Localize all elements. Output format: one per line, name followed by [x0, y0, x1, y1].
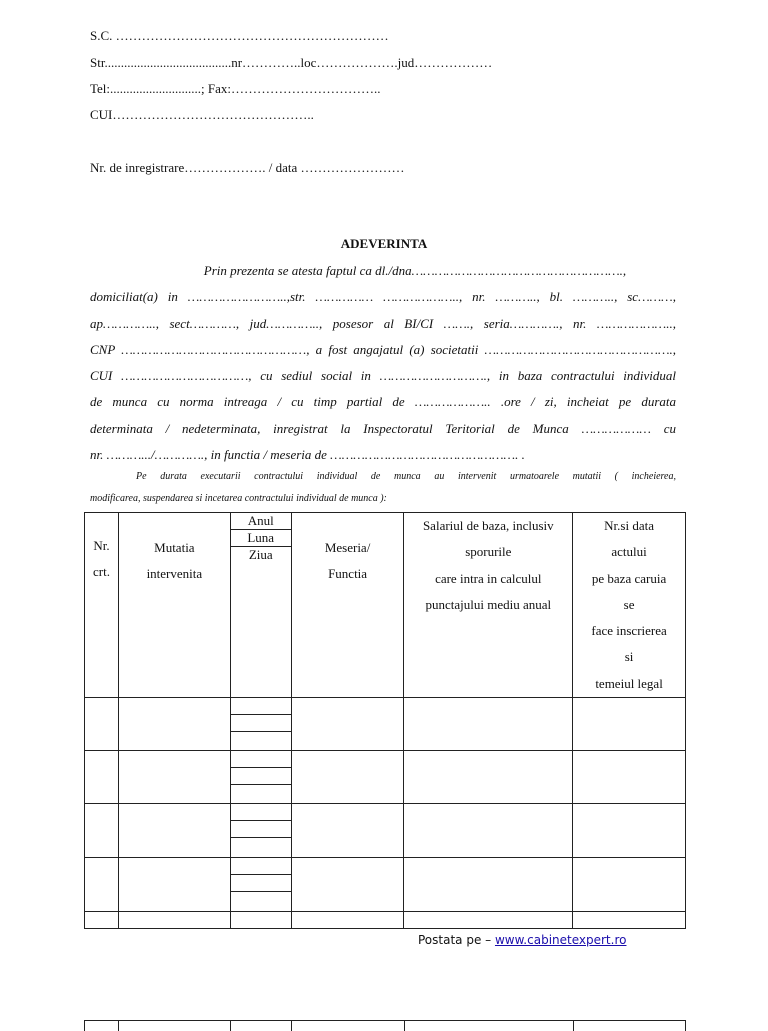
- header-mutatia: [118, 513, 230, 698]
- header-phone-fax: Tel:............................; Fax:……………………………..: [90, 81, 381, 96]
- table-row: [85, 804, 686, 858]
- mutations-note: [90, 466, 676, 510]
- header-text: temeiul legal: [595, 675, 663, 691]
- footer-credit: [418, 933, 626, 947]
- header-text: si: [624, 649, 634, 665]
- table-cell: [404, 698, 573, 751]
- table-date-cell: [230, 858, 291, 912]
- table-cell: [85, 912, 119, 929]
- body-line: ap………….., sect…………, jud………….., posesor al BI/CI ……., seria…………., nr. ………………..,: [90, 315, 676, 331]
- table-cell: [118, 912, 230, 929]
- header-luna: Luna: [231, 530, 291, 547]
- header-text: Meseria/: [324, 540, 371, 555]
- table-cell: [118, 751, 230, 804]
- note-line: Pe durata executarii contractului individual de munca au intervenit urmatoarele mutatii ( incheierea,: [136, 471, 676, 482]
- table-cell: [85, 698, 119, 751]
- table-cell: [291, 912, 404, 929]
- body-line: CNP …………………………………………, a fost angajatul (a) societatii ………………………………………….,: [90, 341, 676, 357]
- table-cell: [573, 698, 686, 751]
- header-ziua: Ziua: [248, 547, 273, 562]
- header-text: actului: [611, 544, 647, 560]
- header-anul: Anul: [231, 513, 291, 530]
- table-cell: [118, 698, 230, 751]
- body-line: domiciliat(a) in ……………………..,str. …………… ……………….., nr. ……….., bl. ……….., sc………,: [90, 289, 676, 305]
- header-salariu: [404, 513, 573, 698]
- table-cell: [291, 858, 404, 912]
- header-text: face inscrierea: [591, 623, 667, 639]
- header-text: Functia: [328, 566, 368, 582]
- table-cell: [404, 751, 573, 804]
- table-date-cell: [230, 698, 291, 751]
- table-cell: [573, 804, 686, 858]
- table-cell: [573, 912, 686, 929]
- table-cell: [230, 912, 291, 929]
- body-line: determinata / nedeterminata, inregistrat la Inspectoratul Teritorial de Munca ……………… cu: [90, 420, 676, 436]
- header-cui: CUI………………………………………..: [90, 107, 314, 122]
- table-cell: [291, 804, 404, 858]
- header-date: [230, 513, 291, 698]
- registration-number: Nr. de inregistrare………………. / data ……………………: [90, 160, 405, 175]
- table-cell: [85, 751, 119, 804]
- header-text: se: [623, 596, 635, 612]
- table-cell: [573, 751, 686, 804]
- table-cell: [85, 858, 119, 912]
- body-line: CUI ……………………………, cu sediul social in ………………………., in baza contractului individual: [90, 368, 676, 384]
- header-text: sporurile: [465, 544, 512, 560]
- table-date-cell: [230, 804, 291, 858]
- header-company: S.C. ………………………………………………………: [90, 28, 389, 43]
- table-cell: [291, 698, 404, 751]
- mutations-table: [84, 512, 686, 929]
- table-row: [85, 751, 686, 804]
- certificate-body: [90, 258, 676, 468]
- header-meseria: [291, 513, 404, 698]
- table-cell: [404, 912, 573, 929]
- header-text: Nr.si data: [604, 518, 654, 533]
- note-line: modificarea, suspendarea si incetarea contractului individual de munca ):: [90, 493, 387, 504]
- header-text: punctajului mediu anual: [425, 596, 552, 612]
- table-row: [85, 698, 686, 751]
- header-text: Salariul de baza, inclusiv: [422, 518, 554, 533]
- table-cell: [573, 858, 686, 912]
- body-line: de munca cu norma intreaga / cu timp partial de ……………….. .ore / zi, incheiat pe durata: [90, 394, 676, 410]
- header-text: intervenita: [146, 566, 203, 582]
- table-row: [85, 912, 686, 929]
- table-cell: [404, 804, 573, 858]
- table-date-cell: [230, 751, 291, 804]
- table-row: [85, 858, 686, 912]
- header-nr-crt: [85, 513, 119, 698]
- table-cell: [404, 858, 573, 912]
- next-page-table-edge: [84, 1020, 686, 1031]
- table-cell: [118, 858, 230, 912]
- header-text: care intra in calculul: [435, 570, 542, 586]
- header-address: Str.......................................nr…………..loc……………….jud………………: [90, 55, 493, 70]
- document-title: ADEVERINTA: [340, 236, 428, 251]
- header-text: pe baza caruia: [591, 570, 667, 586]
- table-header-row: [85, 513, 686, 698]
- header-act: [573, 513, 686, 698]
- footer-link[interactable]: www.cabinetexpert.ro: [494, 933, 627, 947]
- body-line: Prin prezenta se atesta faptul ca dl./dna……………………………………………….,: [90, 263, 627, 278]
- header-text: Nr.: [93, 538, 110, 553]
- footer-prefix: Postata pe –: [418, 933, 495, 947]
- header-text: Mutatia: [154, 540, 195, 555]
- table-cell: [291, 751, 404, 804]
- header-text: crt.: [92, 564, 110, 580]
- table-cell: [85, 804, 119, 858]
- body-line: nr. ……….../…………., in functia / meseria de …………………………………………. .: [90, 447, 525, 463]
- table-cell: [118, 804, 230, 858]
